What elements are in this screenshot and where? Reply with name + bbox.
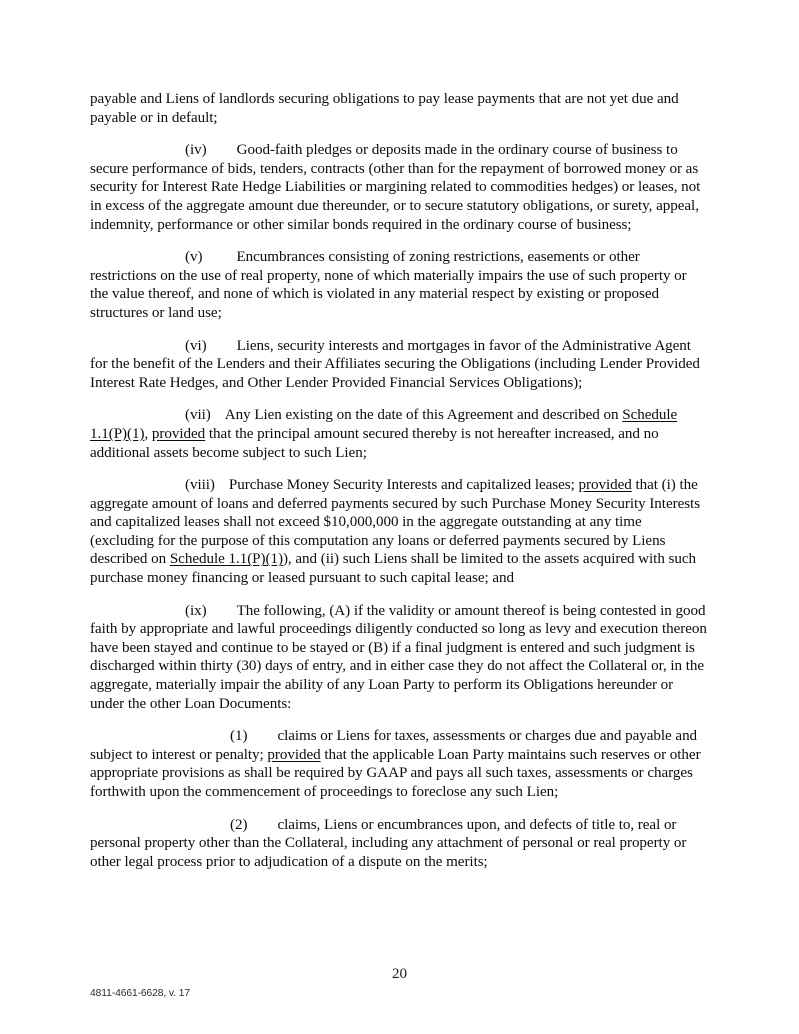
paragraph-text-part-1: Purchase Money Security Interests and capitalized leases; bbox=[228, 477, 579, 494]
page-number: 20 bbox=[391, 966, 408, 982]
list-marker-2: (2) bbox=[230, 816, 248, 833]
paragraph-text: claims, Liens or encumbrances upon, and defects of title to, real or personal property other than the Collateral, including any attachment of personal or real property or other legal process prior to adjudication of a dispute on the merits; bbox=[90, 816, 687, 870]
paragraph-text-part-3: ), and (ii) such Liens shall be limited to the assets acquired with such purchase money financing or leased pursuant to such capital lease; and bbox=[90, 551, 697, 587]
list-marker-viii: (viii) bbox=[185, 477, 215, 494]
paragraph-item-vi bbox=[90, 337, 707, 393]
paragraph-text: Liens, security interests and mortgages in favor of the Administrative Agent for the benefit of the Lenders and their Affiliates securing the Obligations (including Lender Provided Interest Rate Hedges, and Other Lender Provided Financial Services Obligations); bbox=[90, 337, 700, 391]
paragraph-item-ix bbox=[90, 602, 707, 714]
paragraph-item-vii bbox=[90, 406, 707, 462]
document-body bbox=[90, 90, 707, 871]
paragraph-subitem-1 bbox=[90, 727, 707, 801]
paragraph-text-part-1: Any Lien existing on the date of this Agreement and described on bbox=[224, 407, 623, 424]
paragraph-item-v bbox=[90, 248, 707, 322]
list-marker-ix: (ix) bbox=[185, 602, 207, 619]
paragraph-item-iv bbox=[90, 141, 707, 234]
paragraph-text-part-2: , bbox=[144, 425, 152, 442]
provided-emphasis: provided bbox=[151, 425, 206, 442]
list-marker-1: (1) bbox=[230, 728, 248, 745]
list-marker-v: (v) bbox=[185, 249, 203, 266]
paragraph-continuation bbox=[90, 90, 707, 127]
document-id-footer: 4811-4661-6628, v. 17 bbox=[90, 988, 190, 999]
paragraph-text-part-2: that (i) the aggregate amount of loans and deferred payments secured by such Purchase Money Security Interests and capitalized leases shall not exceed $10,000,000 in the aggregate outstanding at any time (excluding for the purpose of this computation any loans or deferred payments secured by Liens described on bbox=[90, 477, 701, 568]
schedule-reference: Schedule 1.1(P)(1) bbox=[90, 407, 678, 442]
list-marker-vii: (vii) bbox=[185, 407, 211, 424]
paragraph-text-part-1: claims or Liens for taxes, assessments or charges due and payable and subject to interest or penalty; bbox=[90, 728, 698, 763]
paragraph-text: payable and Liens of landlords securing obligations to pay lease payments that are not yet due and payable or in default; bbox=[90, 91, 679, 126]
paragraph-text-part-3: that the principal amount secured thereby is not hereafter increased, and no additional assets become subject to such Lien; bbox=[90, 425, 659, 461]
paragraph-text-part-2: that the applicable Loan Party maintains such reserves or other appropriate provisions as shall be required by GAAP and pays all such taxes, assessments or charges forthwith upon the commencement of proceedings to foreclose any such Lien; bbox=[90, 746, 701, 800]
paragraph-text: Good-faith pledges or deposits made in the ordinary course of business to secure performance of bids, tenders, contracts (other than for the repayment of borrowed money or as security for Interest Rate Hedge Liabilities or margining related to commodities hedges) or leases, not in excess of the aggregate amount due thereunder, or to secure statutory obligations, or surety, appeal, indemnity, performance or other similar bonds required in the ordinary course of business; bbox=[90, 142, 701, 233]
paragraph-item-viii bbox=[90, 476, 707, 588]
list-marker-iv: (iv) bbox=[185, 142, 207, 159]
paragraph-subitem-2 bbox=[90, 816, 707, 872]
paragraph-text: Encumbrances consisting of zoning restrictions, easements or other restrictions on the use of real property, none of which materially impairs the use of such property or the value thereof, and none of which is violated in any material respect by existing or proposed structures or land use; bbox=[90, 249, 687, 321]
provided-emphasis: provided bbox=[578, 477, 632, 494]
list-marker-vi: (vi) bbox=[185, 337, 207, 354]
schedule-reference: Schedule 1.1(P)(1) bbox=[169, 551, 283, 568]
provided-emphasis: provided bbox=[267, 746, 321, 763]
paragraph-text: The following, (A) if the validity or amount thereof is being contested in good faith by appropriate and lawful proceedings diligently conducted so long as levy and execution thereon have been stayed and continue to be stayed or (B) if a final judgment is entered and such judgment is discharged within thirty (30) days of entry, and in either case they do not affect the Collateral or, in the aggregate, materially impair the ability of any Loan Party to perform its Obligations hereunder or under the other Loan Documents: bbox=[90, 602, 707, 712]
